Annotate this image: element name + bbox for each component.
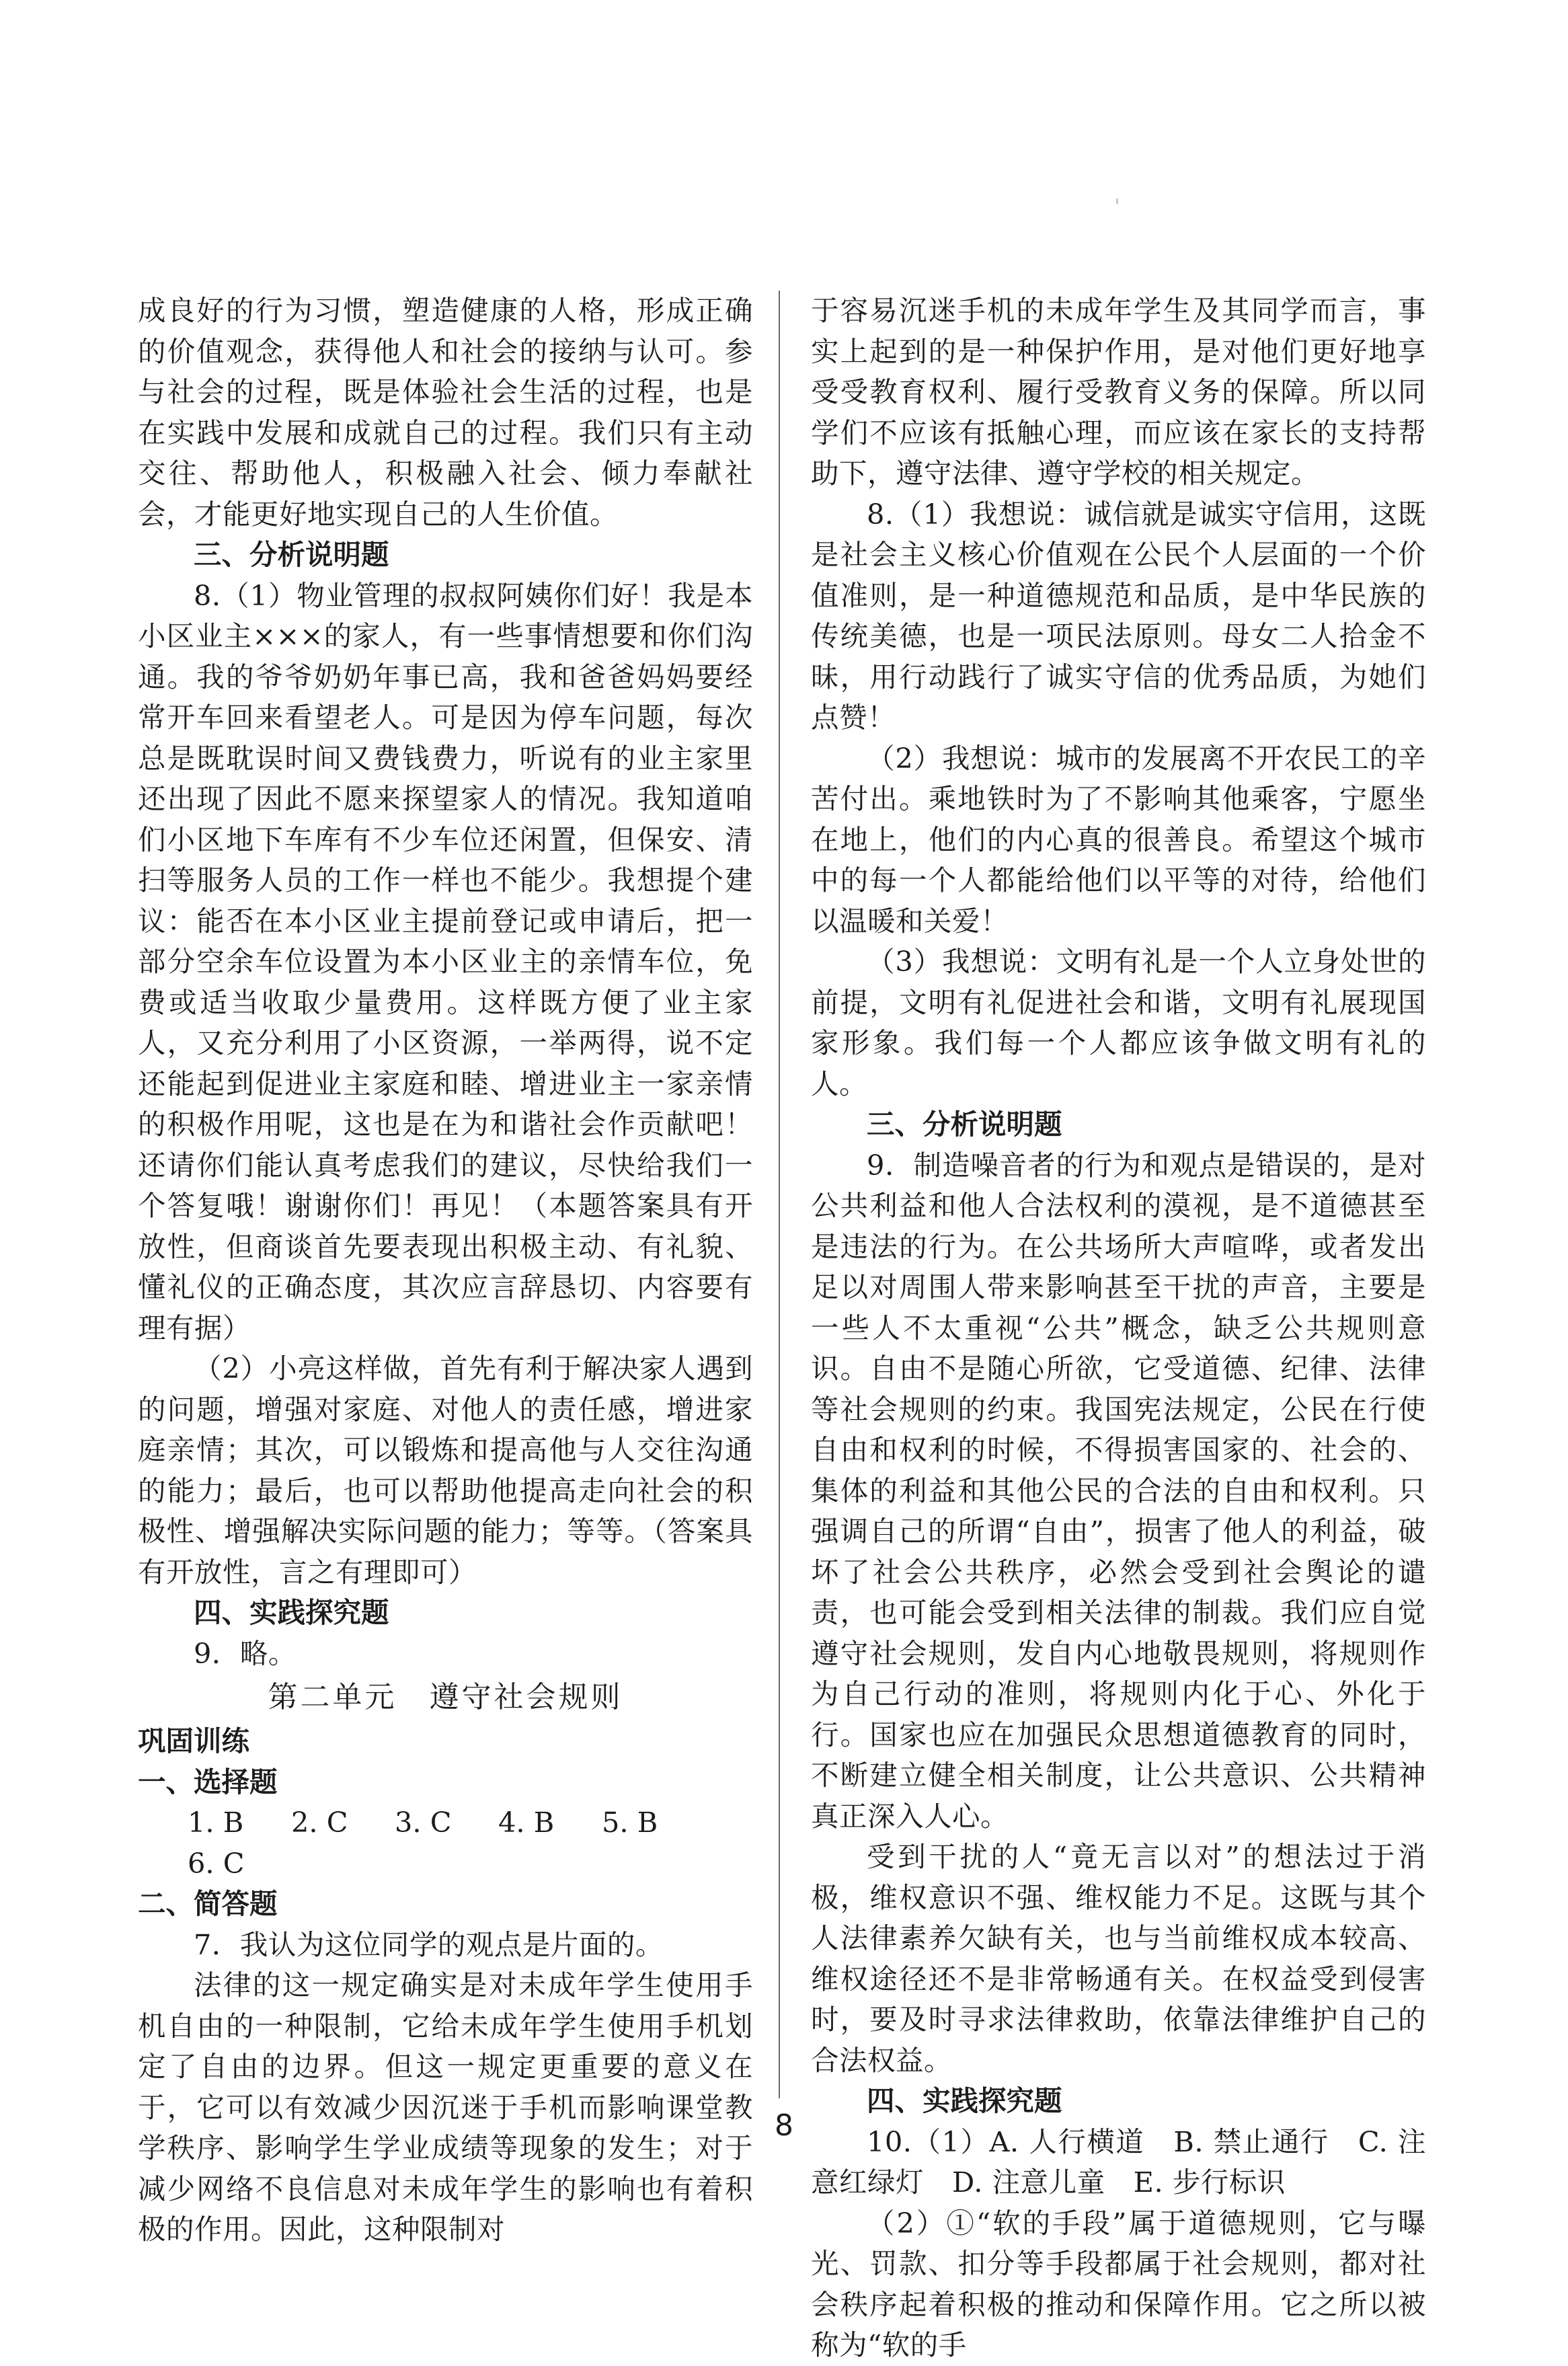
unit-title: 第二单元 遵守社会规则 xyxy=(268,1680,623,1714)
answers-row-1 xyxy=(138,1802,753,1843)
right-question-10-1: 10.（1）A. 人行横道 B. 禁止通行 C. 注意红绿灯 D. 注意儿童 E. 步行标识 xyxy=(811,2125,1426,2199)
answers-row-2 xyxy=(138,1843,753,1884)
answer-1: 1. B xyxy=(188,1806,244,1839)
question-7-b: 法律的这一规定确实是对未成年学生使用手机自由的一种限制，它给未成年学生使用手机划定了自由的边界。但这一规定更重要的意义在于，它可以有效减少因沉迷于手机而影响课堂教学秩序、影响学生学业成绩等现象的发生；对于减少网络不良信息对未成年学生的影响也有着积极的作用。因此，这种限制对 xyxy=(138,1969,753,2246)
right-question-8-1: 8.（1）我想说：诚信就是诚实守信用，这既是社会主义核心价值观在公民个人层面的一个价值准则，是一种道德规范和品质，是中华民族的传统美德，也是一项民法原则。母女二人拾金不昧，用行动践行了诚实守信的优秀品质，为她们点赞！ xyxy=(811,497,1426,734)
right-column xyxy=(811,291,1426,2366)
right-question-8-3: （3）我想说：文明有礼是一个人立身处世的前提，文明有礼促进社会和谐，文明有礼展现国家形象。我们每一个人都应该争做文明有礼的人。 xyxy=(811,945,1426,1100)
right-question-9-a: 9．制造噪音者的行为和观点是错误的，是对公共利益和他人合法权利的漠视，是不道德甚至是违法的行为。在公共场所大声喧哗，或者发出足以对周围人带来影响甚至干扰的声音，主要是一些人不太重视“公共”概念，缺乏公共规则意识。自由不是随心所欲，它受道德、纪律、法律等社会规则的约束。我国宪法规定，公民在行使自由和权利的时候，不得损害国家的、社会的、集体的利益和其他公民的合法的自由和权利。只强调自己的所谓“自由”，损害了他人的利益，破坏了社会公共秩序，必然会受到社会舆论的谴责，也可能会受到相关法律的制裁。我们应自觉遵守社会规则，发自内心地敬畏规则，将规则作为自己行动的准则，将规则内化于心、外化于行。国家也应在加强民众思想道德教育的同时，不断建立健全相关制度，让公共意识、公共精神真正深入人心。 xyxy=(811,1148,1426,1833)
question-9: 9．略。 xyxy=(194,1636,297,1670)
right-heading-analysis: 三、分析说明题 xyxy=(867,1108,1062,1141)
question-8-1: 8.（1）物业管理的叔叔阿姨你们好！我是本小区业主×××的家人，有一些事情想要和你们沟通。我的爷爷奶奶年事已高，我和爸爸妈妈要经常开车回来看望老人。可是因为停车问题，每次总是既耽误时间又费钱费力，听说有的业主家里还出现了因此不愿来探望家人的情况。我知道咱们小区地下车库有不少车位还闲置，但保安、清扫等服务人员的工作一样也不能少。我想提个建议：能否在本小区业主提前登记或申请后，把一部分空余车位设置为本小区业主的亲情车位，免费或适当收取少量费用。这样既方便了业主家人，又充分利用了小区资源，一举两得，说不定还能起到促进业主家庭和睦、增进业主一家亲情的积极作用呢，这也是在为和谐社会作贡献吧！还请你们能认真考虑我们的建议，尽快给我们一个答复哦！谢谢你们！再见！（本题答案具有开放性，但商谈首先要表现出积极主动、有礼貌、懂礼仪的正确态度，其次应言辞恳切、内容要有理有据） xyxy=(138,578,753,1344)
heading-analysis: 三、分析说明题 xyxy=(194,538,389,571)
column-divider xyxy=(779,291,780,2098)
consolidate-heading: 巩固训练 xyxy=(138,1724,250,1757)
right-question-9-b: 受到干扰的人“竟无言以对”的想法过于消极，维权意识不强、维权能力不足。这既与其个人法律素养欠缺有关，也与当前维权成本较高、维权途径还不是非常畅通有关。在权益受到侵害时，要及时寻求法律救助，依靠法律维护自己的合法权益。 xyxy=(811,1840,1426,2077)
answer-2: 2. C xyxy=(291,1806,348,1839)
answer-6: 6. C xyxy=(188,1846,245,1880)
left-paragraph-1: 成良好的行为习惯，塑造健康的人格，形成正确的价值观念，获得他人和社会的接纳与认可。参与社会的过程，既是体验社会生活的过程，也是在实践中发展和成就自己的过程。我们只有主动交往、帮助他人，积极融入社会、倾力奉献社会，才能更好地实现自己的人生价值。 xyxy=(138,294,753,531)
right-heading-practice: 四、实践探究题 xyxy=(867,2084,1062,2117)
answer-5: 5. B xyxy=(602,1806,658,1839)
right-paragraph-1: 于容易沉迷手机的未成年学生及其同学而言，事实上起到的是一种保护作用，是对他们更好地享受受教育权利、履行受教育义务的保障。所以同学们不应该有抵触心理，而应该在家长的支持帮助下，遵守法律、遵守学校的相关规定。 xyxy=(811,294,1426,490)
right-question-10-2: （2）①“软的手段”属于道德规则，它与曝光、罚款、扣分等手段都属于社会规则，都对社会秩序起着积极的推动和保障作用。它之所以被称为“软的手 xyxy=(811,2206,1426,2361)
question-8-2: （2）小亮这样做，首先有利于解决家人遇到的问题，增强对家庭、对他人的责任感，增进家庭亲情；其次，可以锻炼和提高他与人交往沟通的能力；最后，也可以帮助他提高走向社会的积极性、增强解决实际问题的能力；等等。（答案具有开放性，言之有理即可） xyxy=(138,1352,753,1589)
left-column xyxy=(138,291,753,2250)
heading-short-answer: 二、简答题 xyxy=(138,1887,278,1920)
answer-4: 4. B xyxy=(498,1806,555,1839)
question-7-a: 7．我认为这位同学的观点是片面的。 xyxy=(194,1928,664,1961)
answer-3: 3. C xyxy=(395,1806,452,1839)
scan-speck xyxy=(1116,198,1118,204)
heading-practice: 四、实践探究题 xyxy=(194,1596,389,1629)
page-number: 8 xyxy=(775,2108,793,2143)
heading-choice: 一、选择题 xyxy=(138,1765,278,1798)
right-question-8-2: （2）我想说：城市的发展离不开农民工的辛苦付出。乘地铁时为了不影响其他乘客，宁愿坐在地上，他们的内心真的很善良。希望这个城市中的每一个人都能给他们以平等的对待，给他们以温暖和关爱！ xyxy=(811,741,1426,938)
